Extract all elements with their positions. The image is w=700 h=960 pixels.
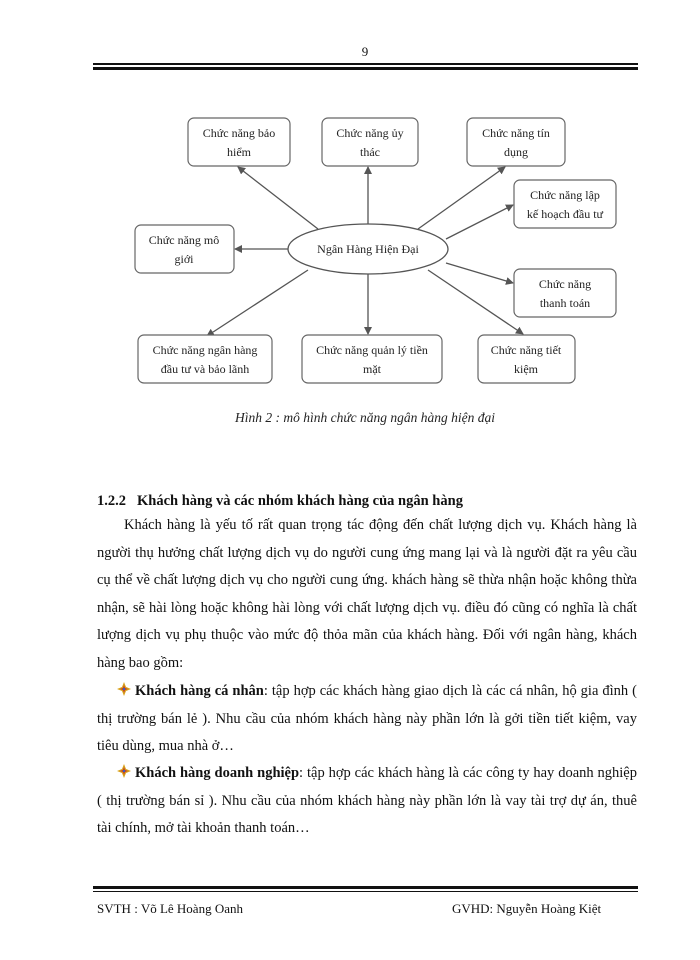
intro-paragraph: Khách hàng là yếu tố rất quan trọng tác động đến chất lượng dịch vụ. Khách hàng là người thụ hưởng chất lượng dịch vụ do người cung ứng mang lại và là người đặt ra yêu cầu cụ thể về chất lượng dịch vụ cho người cung ứng. khách hàng sẽ thừa nhận hoặc không thừa nhận, sẽ hài lòng hoặc không hài lòng với chất lượng dịch vụ. điều đó cũng có nghĩa là chất lượng dịch vụ phụ thuộc vào mức độ thỏa mãn của khách hàng. Đối với ngân hàng, khách hàng bao gồm:: [97, 517, 637, 671]
bullet-arrow-icon: [117, 764, 131, 778]
node-investment-label-1: Chức năng ngân hàng: [152, 343, 258, 357]
node-planning-label-1: Chức năng lập: [530, 188, 600, 202]
node-brokerage-label-2: giới: [174, 252, 194, 266]
arrow-to-credit: [418, 167, 505, 229]
arrow-to-planning: [446, 205, 513, 239]
bullet-individual-term: Khách hàng cá nhân: [135, 683, 264, 699]
bullet-individual-text: : tập hợp các khách hàng giao dịch là các cá nhân, hộ gia đình ( thị trường bán lẻ ). Nhu cầu của nhóm khách hàng này phần lớn là gởi tiền tiết kiệm, vay tiêu dùng, mua nhà ở…: [97, 683, 637, 754]
bullet-enterprise: [97, 760, 637, 843]
figure-caption: Hình 2 : mô hình chức năng ngân hàng hiện đại: [234, 410, 496, 425]
node-investment-label-2: đầu tư và bảo lãnh: [160, 362, 250, 376]
footer-advisor: GVHD: Nguyễn Hoàng Kiệt: [452, 901, 602, 916]
arrow-to-insurance: [238, 167, 318, 229]
footer-rule-thick: [93, 886, 638, 889]
node-credit-label-1: Chức năng tín: [482, 126, 550, 140]
section-title: Khách hàng và các nhóm khách hàng của ngân hàng: [137, 493, 463, 509]
bullet-enterprise-term: Khách hàng doanh nghiệp: [135, 765, 300, 781]
node-brokerage-label-1: Chức năng mô: [148, 233, 220, 247]
footer-rule-thin: [93, 891, 638, 892]
arrow-to-savings: [428, 270, 523, 334]
bank-function-diagram: [0, 0, 700, 400]
center-label: Ngân Hàng Hiện Đại: [317, 242, 419, 256]
page-number: 9: [361, 44, 369, 59]
bullet-enterprise-text: : tập hợp các khách hàng là các công ty hay doanh nghiệp ( thị trường bán sỉ ). Nhu cầu của nhóm khách hàng này phần lớn là vay tài trợ dự án, thuê tài chính, mở tài khoản thanh toán…: [97, 765, 637, 836]
node-planning-label-2: kế hoạch đầu tư: [526, 207, 604, 221]
node-savings-label-2: kiệm: [514, 362, 538, 376]
section-heading: [97, 493, 463, 510]
arrow-to-investment: [207, 270, 308, 336]
bullet-arrow-icon: [117, 682, 131, 696]
node-trust-label-2: thác: [360, 145, 380, 159]
node-insurance-label-1: Chức năng bảo: [202, 126, 276, 140]
node-payment-label-2: thanh toán: [539, 296, 591, 310]
arrow-to-payment: [446, 263, 513, 283]
section-number: 1.2.2: [97, 493, 126, 509]
footer-author: SVTH : Võ Lê Hoàng Oanh: [97, 901, 243, 916]
node-trust-label-1: Chức năng ủy: [336, 126, 404, 140]
node-cash-label-1: Chức năng quản lý tiền: [316, 343, 428, 357]
node-credit-label-2: dụng: [504, 145, 528, 159]
node-insurance-label-2: hiểm: [227, 145, 251, 159]
node-savings-label-1: Chức năng tiết: [490, 343, 562, 357]
node-cash-label-2: mặt: [363, 362, 381, 376]
node-payment-label-1: Chức năng: [538, 277, 592, 291]
bullet-individual: [97, 678, 637, 761]
